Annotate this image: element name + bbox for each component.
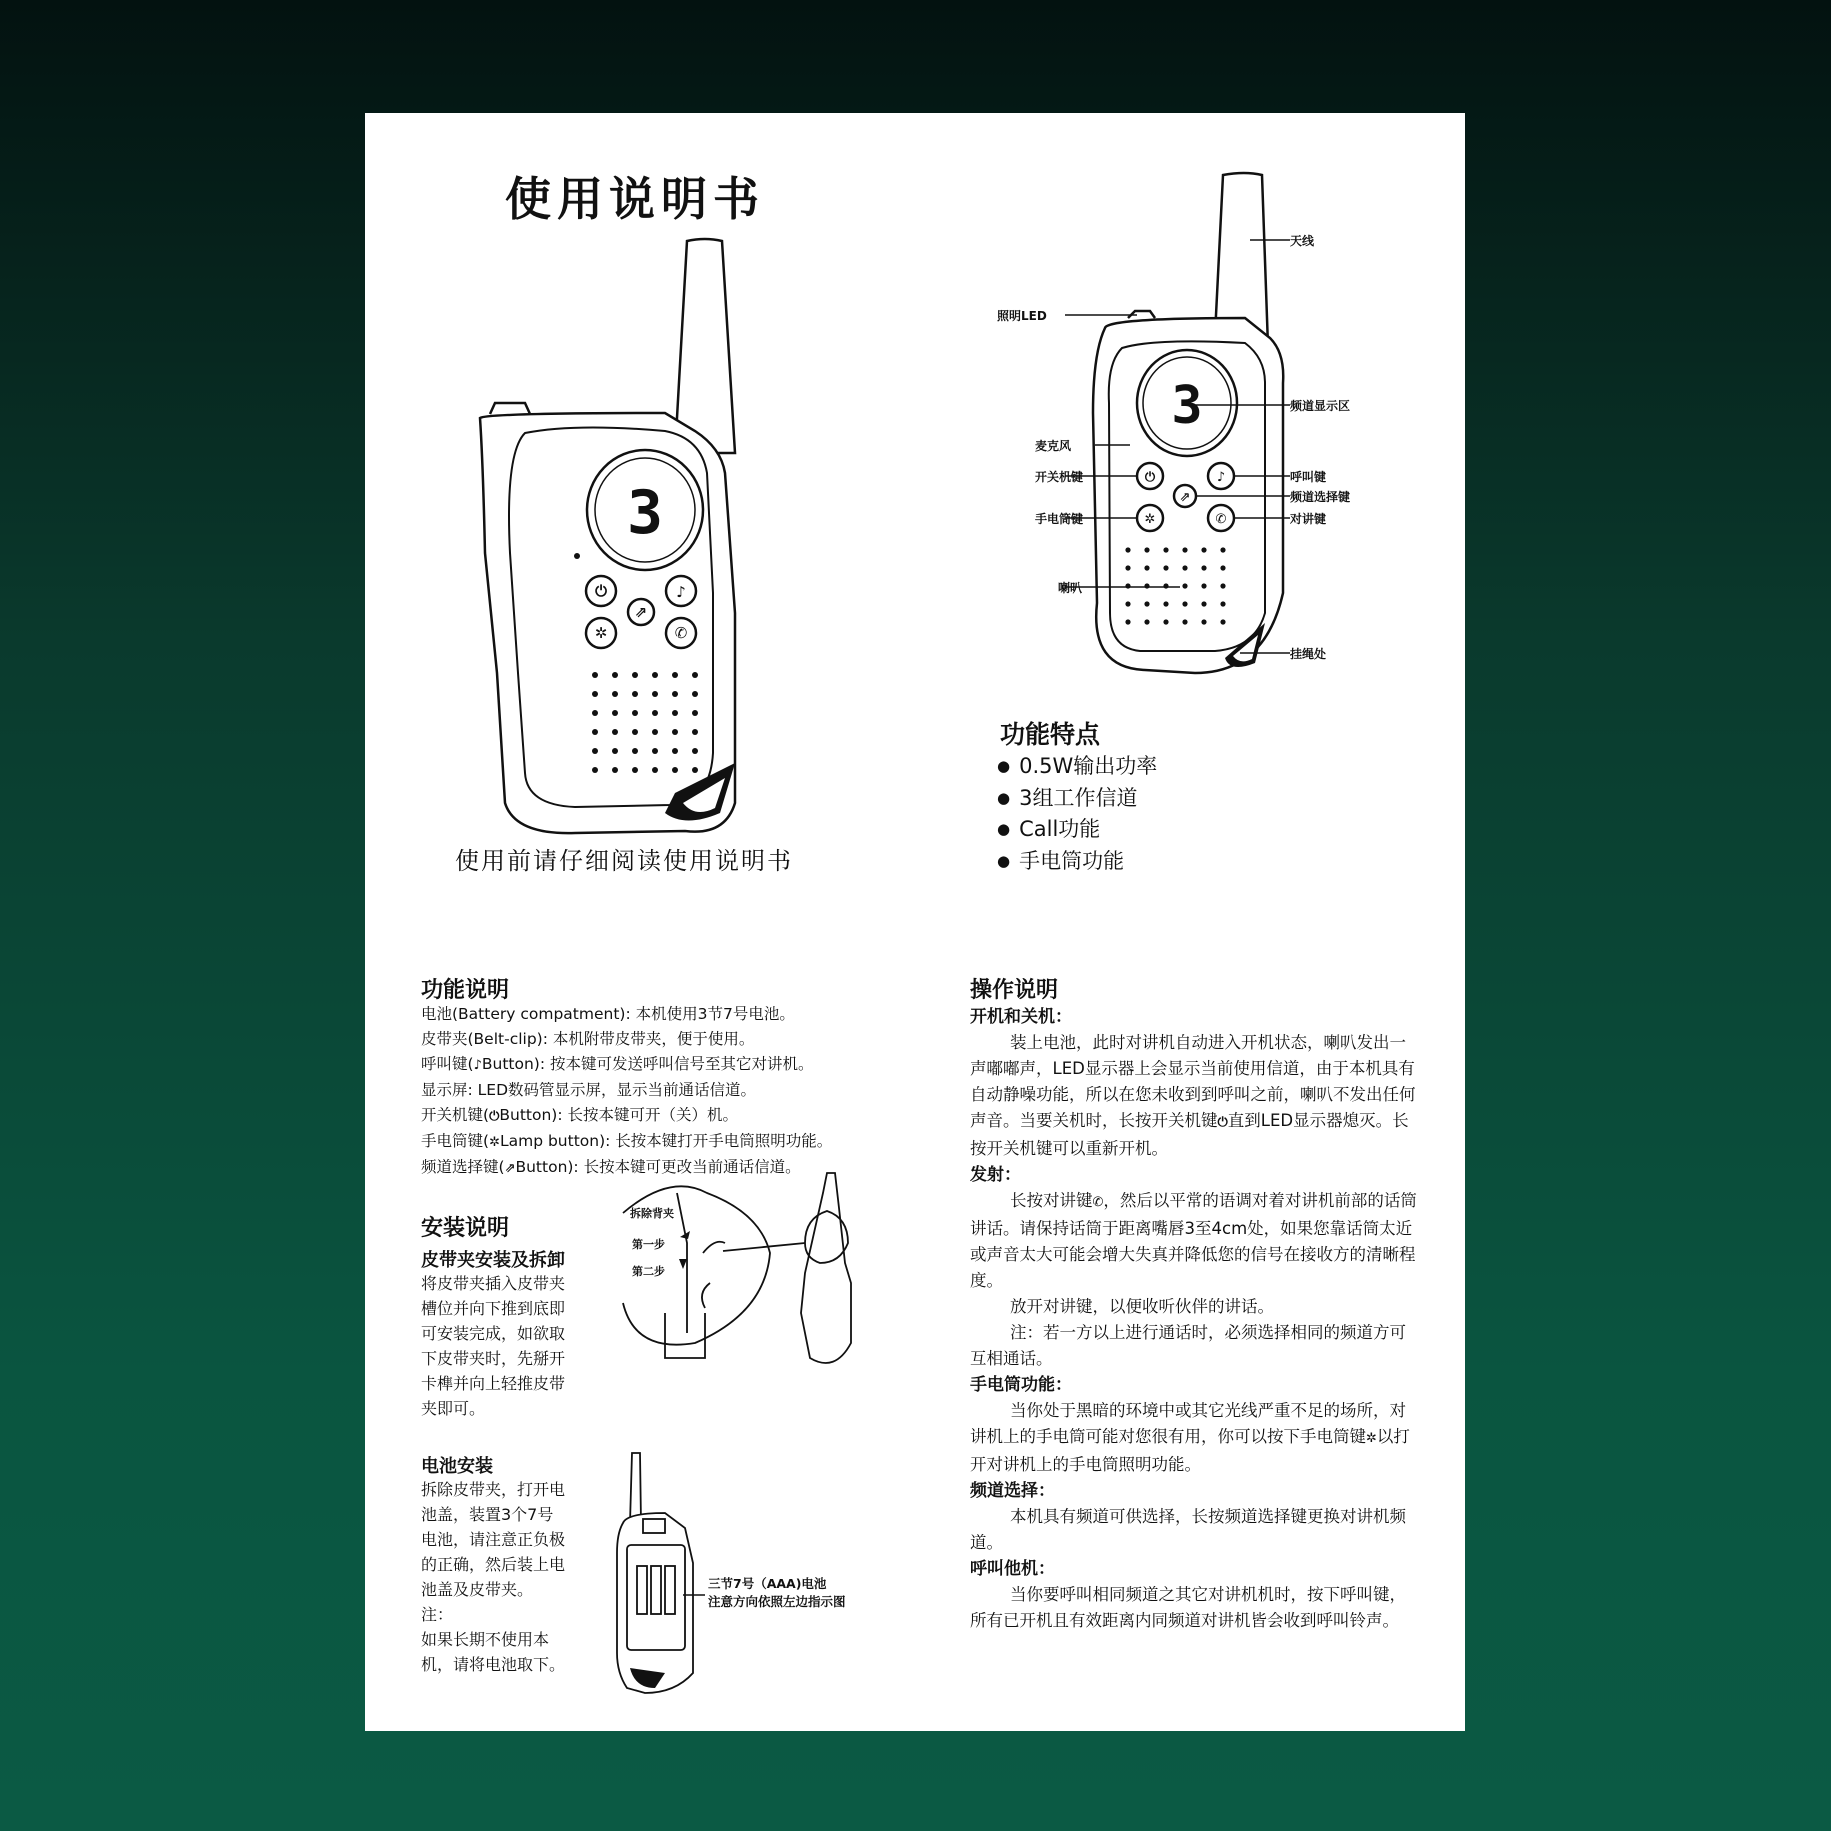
function-line: 皮带夹(Belt-clip): 本机附带皮带夹，便于使用。 xyxy=(421,1030,755,1048)
label-channel-key: 频道选择键 xyxy=(1290,490,1351,504)
svg-text:✲: ✲ xyxy=(1144,512,1156,527)
install-heading: 安装说明 xyxy=(421,1216,510,1241)
function-line-lamp: 手电筒键(✲Lamp button): 长按本键打开手电筒照明功能。 xyxy=(421,1132,833,1150)
page-subtitle: 使用前请仔细阅读使用说明书 xyxy=(455,847,793,875)
power-op-text: 装上电池，此时对讲机自动进入开机状态，喇叭发出一声嘟嘟声，LED显示器上会显示当前使用信道，由于本机具有自动静噪功能，所以在您未收到到呼叫之前，喇叭不发出任何声音。当要关机时，长按开关机键⏻直到LED显示器熄灭。长按开关机键可以重新开机。 xyxy=(970,1033,1416,1158)
label-speaker: 喇叭 xyxy=(1058,581,1083,595)
channel-text: 本机具有频道可供选择，长按频道选择键更换对讲机频道。 xyxy=(970,1507,1406,1552)
tx-text: 长按对讲键✆，然后以平常的语调对着对讲机前部的话筒讲话。请保持话筒于距离嘴唇3至4cm处，如果您靠话筒太近或声音太大可能会增大失真并降低您的信号在接收方的清晰程度。 xyxy=(970,1191,1417,1290)
flashlight-icon: ✲ xyxy=(1366,1431,1377,1446)
page-title: 使用说明书 xyxy=(505,172,765,226)
clip-heading: 皮带夹安装及拆卸 xyxy=(421,1250,565,1271)
power-icon: ⏻ xyxy=(595,582,607,600)
svg-text:⏻: ⏻ xyxy=(1144,470,1156,485)
lamp-heading: 手电筒功能： xyxy=(970,1375,1072,1395)
label-talk-key: 对讲键 xyxy=(1290,512,1327,526)
label-strap: 挂绳处 xyxy=(1290,647,1327,661)
manual-page xyxy=(365,113,1465,1731)
feature-item: ● 0.5W输出功率 xyxy=(997,751,1157,783)
function-line-channel: 频道选择键(⇗Button): 长按本键可更改当前通话信道。 xyxy=(421,1158,801,1176)
lamp-text: 当你处于黑暗的环境中或其它光线严重不足的场所，对讲机上的手电筒可能对您很有用，你可以按下手电筒键✲以打开对讲机上的手电筒照明功能。 xyxy=(970,1401,1410,1474)
function-line: 电池(Battery compatment): 本机使用3节7号电池。 xyxy=(421,1005,795,1023)
function-line-call: 呼叫键(♪Button): 按本键可发送呼叫信号至其它对讲机。 xyxy=(421,1055,814,1073)
music-note-icon: ♪ xyxy=(473,1058,482,1073)
channel-select-icon: ⇗ xyxy=(634,603,648,621)
tx-text-2: 放开对讲键，以便收听伙伴的讲话。 xyxy=(1010,1297,1274,1316)
features-heading: 功能特点 xyxy=(1000,720,1101,749)
tx-heading: 发射： xyxy=(970,1165,1021,1185)
battery-text: 拆除皮带夹，打开电 池盖，装置3个7号 电池，请注意正负极 的正确，然后装上电 池盖及皮带夹。 注： 如果长期不使用本 机，请将电池取下。 xyxy=(421,1480,566,1674)
flashlight-icon: ✲ xyxy=(594,624,608,642)
operation-heading: 操作说明 xyxy=(970,978,1059,1003)
channel-select-icon: ⇗ xyxy=(504,1161,516,1176)
phone-icon: ✆ xyxy=(1092,1195,1104,1210)
label-call-key: 呼叫键 xyxy=(1290,470,1327,484)
label-channel-display: 频道显示区 xyxy=(1290,399,1351,413)
battery-heading: 电池安装 xyxy=(421,1456,493,1477)
svg-text:3: 3 xyxy=(1171,376,1203,436)
label-mic: 麦克风 xyxy=(1035,439,1072,453)
power-op-heading: 开机和关机： xyxy=(970,1007,1072,1027)
channel-heading: 频道选择： xyxy=(970,1481,1055,1501)
clip-fig-label: 拆除背夹 xyxy=(630,1207,674,1220)
feature-item: ● Call功能 xyxy=(997,814,1157,846)
operation-body xyxy=(970,1004,1420,1634)
clip-step-2: 第二步 xyxy=(632,1265,665,1278)
flashlight-icon: ✲ xyxy=(489,1135,500,1150)
feature-item: ● 手电筒功能 xyxy=(997,846,1157,878)
label-lamp-key: 手电筒键 xyxy=(1035,512,1084,526)
battery-fig-line-1: 三节7号（AAA)电池 xyxy=(708,1576,827,1591)
clip-step-1: 第一步 xyxy=(632,1238,665,1251)
call-heading: 呼叫他机： xyxy=(970,1559,1055,1579)
label-antenna: 天线 xyxy=(1290,234,1315,248)
label-power-key: 开关机键 xyxy=(1035,470,1084,484)
music-note-icon: ♪ xyxy=(676,583,686,601)
feature-item: ● 3组工作信道 xyxy=(997,783,1157,815)
power-icon: ⏻ xyxy=(1217,1115,1228,1130)
svg-text:✆: ✆ xyxy=(1215,512,1227,527)
label-led: 照明LED xyxy=(997,309,1047,323)
svg-text:⇗: ⇗ xyxy=(1179,490,1191,505)
call-text: 当你要呼叫相同频道之其它对讲机机时，按下呼叫键，所有已开机且有效距离内同频道对讲机皆会收到呼叫铃声。 xyxy=(970,1585,1406,1630)
function-line-power: 开关机键(⏻Button): 长按本键可开（关）机。 xyxy=(421,1106,738,1124)
phone-icon: ✆ xyxy=(674,624,688,642)
tx-note: 注：若一方以上进行通话时，必须选择相同的频道方可互相通话。 xyxy=(970,1323,1406,1368)
function-heading: 功能说明 xyxy=(421,978,510,1003)
display-digit: 3 xyxy=(626,478,664,548)
battery-fig-line-2: 注意方向依照左边指示图 xyxy=(708,1594,846,1609)
svg-text:♪: ♪ xyxy=(1216,470,1226,485)
clip-text: 将皮带夹插入皮带夹 槽位并向下推到底即 可安装完成，如欲取 下皮带夹时，先掰开 卡榫并向上轻推皮带 夹即可。 xyxy=(421,1274,566,1418)
function-line: 显示屏: LED数码管显示屏，显示当前通话信道。 xyxy=(421,1081,757,1099)
power-icon: ⏻ xyxy=(489,1109,500,1124)
